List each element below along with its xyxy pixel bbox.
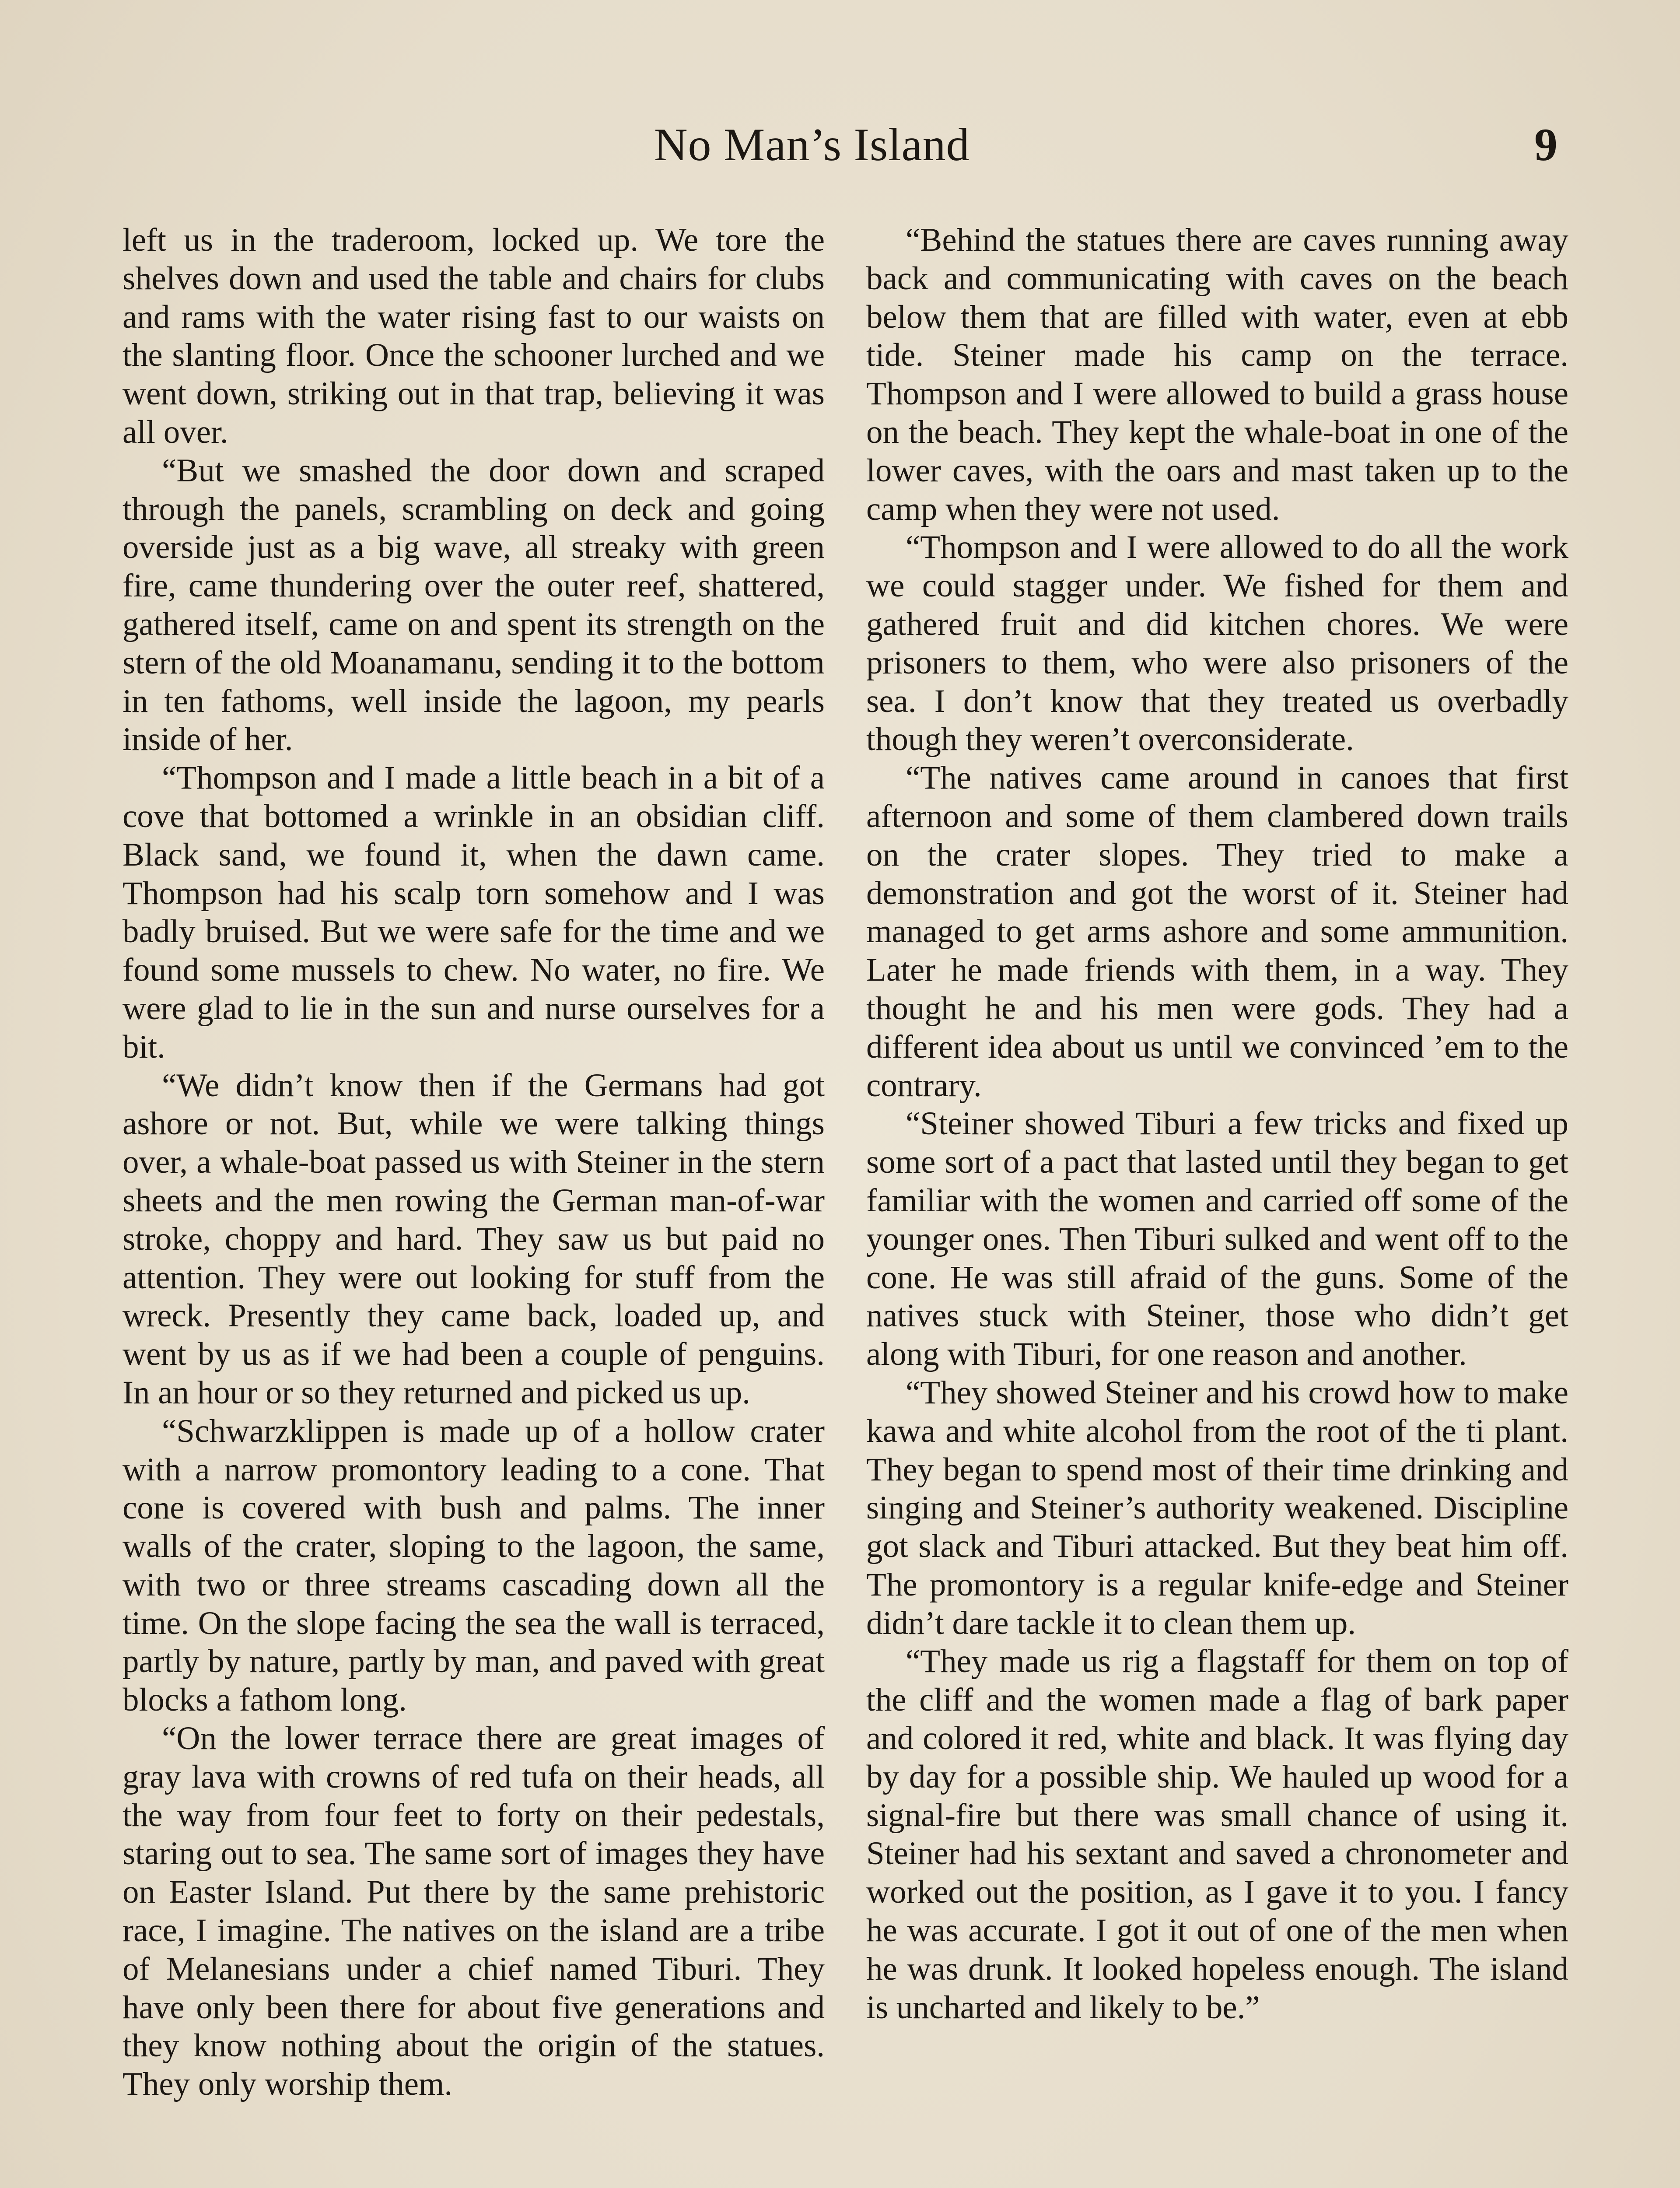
paragraph: “Behind the statues there are caves running away back and communicating with caves on the beach below them that are filled with water, even at ebb tide. Steiner made his camp on the terrace. Thompson and I were allowed to build a grass house on the beach. They kept the whale-boat in one of the lower caves, with the oars and mast taken up to the camp when they were not used. (866, 222, 1568, 527)
paragraph: “The natives came around in canoes that first afternoon and some of them clambered down trails on the crater slopes. They tried to make a demonstration and got the worst of it. Steiner had managed to get arms ashore and some ammunition. Later he made friends with them, in a way. They thought he and his men were gods. They had a different idea about us until we convinced ’em to the contrary. (866, 760, 1568, 1104)
paragraph: left us in the traderoom, locked up. We tore the shelves down and used the table and chairs for clubs and rams with the water rising fast to our waists on the slanting floor. Once the schooner lurched and we went down, striking out in that trap, believing it was all over. (122, 222, 825, 450)
paragraph: “Schwarzklippen is made up of a hollow crater with a narrow promontory leading to a cone. That cone is covered with bush and palms. The inner walls of the crater, sloping to the lagoon, the same, with two or three streams cascading down all the time. On the slope facing the sea the wall is terraced, partly by nature, partly by man, and paved with great blocks a fathom long. (122, 1413, 825, 1718)
paragraph: “We didn’t know then if the Germans had got ashore or not. But, while we were talking things over, a whale-boat passed us with Steiner in the stern sheets and the men rowing the German man-of-war stroke, choppy and hard. They saw us but paid no attention. They were out looking for stuff from the wreck. Presently they came back, loaded up, and went by us as if we had been a couple of penguins. In an hour or so they returned and picked us up. (122, 1067, 825, 1411)
paragraph: “They made us rig a flagstaff for them on top of the cliff and the women made a flag of bark paper and colored it red, white and black. It was flying day by day for a possible ship. We hauled up wood for a signal-fire but there was small chance of using it. Steiner had his sextant and saved a chronometer and worked out the position, as I gave it to you. I fancy he was accurate. I got it out of one of the men when he was drunk. It looked hopeless enough. The island is uncharted and likely to be.” (866, 1643, 1568, 2026)
paragraph: “Thompson and I made a little beach in a bit of a cove that bottomed a wrinkle in an obsidian cliff. Black sand, we found it, when the dawn came. Thompson had his scalp torn somehow and I was badly bruised. But we were safe for the time and we found some mussels to chew. No water, no fire. We were glad to lie in the sun and nurse ourselves for a bit. (122, 760, 825, 1065)
page-header (0, 118, 1680, 184)
running-title: No Man’s Island (654, 119, 970, 170)
paragraph: “Thompson and I were allowed to do all the work we could stagger under. We fished for them and gathered fruit and did kitchen chores. We were prisoners to them, who were also prisoners of the sea. I don’t know that they treated us overbadly though they weren’t overconsiderate. (866, 529, 1568, 758)
paragraph: “On the lower terrace there are great images of gray lava with crowns of red tufa on their heads, all the way from four feet to forty on their pedestals, staring out to sea. The same sort of images they have on Easter Island. Put there by the same prehistoric race, I imagine. The natives on the island are a tribe of Melanesians under a chief named Tiburi. They have only been there for about five generations and they know nothing about the origin of the statues. They only worship them. (122, 1720, 825, 2103)
paragraph: “They showed Steiner and his crowd how to make kawa and white alcohol from the root of the ti plant. They began to spend most of their time drinking and singing and Steiner’s authority weakened. Discipline got slack and Tiburi attacked. But they beat him off. The promontory is a regular knife-edge and Steiner didn’t dare tackle it to clean them up. (866, 1374, 1568, 1641)
left-column (122, 221, 825, 2104)
page-number: 9 (1534, 119, 1558, 170)
paragraph: “But we smashed the door down and scraped through the panels, scrambling on deck and going overside just as a big wave, all streaky with green fire, came thundering over the outer reef, shattered, gathered itself, came on and spent its strength on the stern of the old Moanamanu, sending it to the bottom in ten fathoms, well inside the lagoon, my pearls inside of her. (122, 452, 825, 758)
right-column (866, 221, 1568, 2027)
paragraph: “Steiner showed Tiburi a few tricks and fixed up some sort of a pact that lasted until they began to get familiar with the women and carried off some of the younger ones. Then Tiburi sulked and went off to the cone. He was still afraid of the guns. Some of the natives stuck with Steiner, those who didn’t get along with Tiburi, for one reason and another. (866, 1105, 1568, 1373)
